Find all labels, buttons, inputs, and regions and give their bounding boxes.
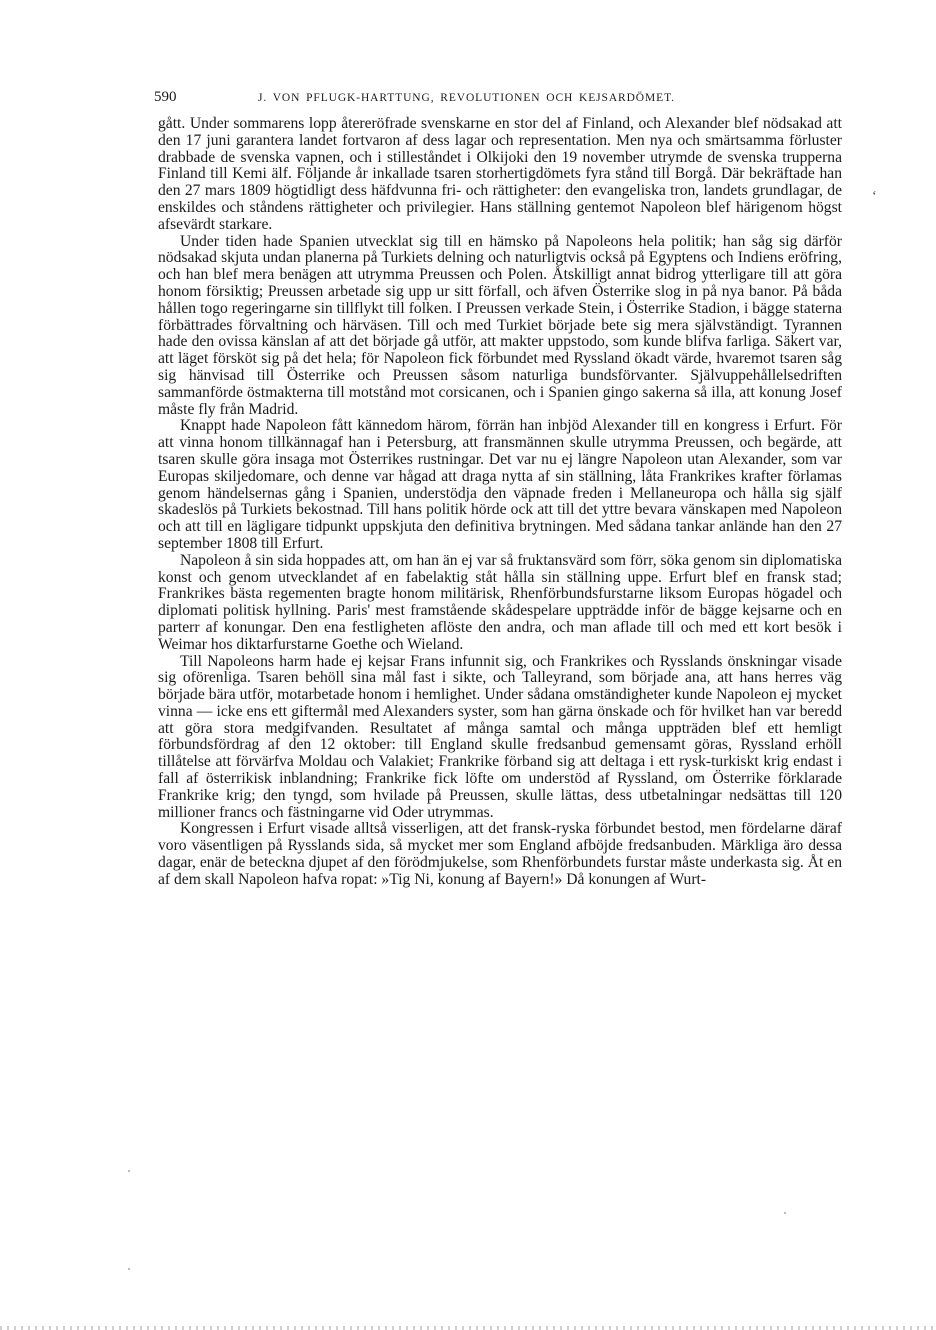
paragraph: Kongressen i Erfurt visade alltså visserligen, att det fransk-ryska förbundet bestod, men fördelarne däraf voro väsentligen på Rysslands sida, så mycket mer som England afböjde fredsanbuden. Märkliga äro dessa dagar, enär de beteckna djupet af den förödmjukelse, som Rhenförbundets furstar måste underkasta sig. Åt en af dem skall Napoleon hafva ropat: »Tig Ni, konung af Bayern!» Då konungen af Wurt-	[158, 820, 842, 888]
scan-edge-dots	[0, 1326, 936, 1330]
paragraph: Under tiden hade Spanien utvecklat sig till en hämsko på Napoleons hela politik; han såg sig därför nödsakad skjuta undan planerna på Turkiets delning och naturligtvis också på Egyptens och Indiens eröfring, och han blef mera benägen att utrymma Preussen och Polen. Åtskilligt annat bidrog ytterligare till att göra honom försiktig; Preussen arbetade sig upp ur sitt förfall, och äfven Österrike slog in på nya banor. På båda hållen togo regeringarne sin tillflykt till folken. I Preussen verkade Stein, i Österrike Stadion, i bägge staterna förbättrades förvaltning och härväsen. Till och med Turkiet började bete sig mera självständigt. Tyrannen hade den ovissa känslan af att det började gå utför, att makter uppstodo, som kunde blifva farliga. Säkert var, att läget försköt sig på det hela; för Napoleon fick förbundet med Ryssland ökadt värde, hvaremot tsaren såg sig hänvisad till Österrike och Preussen såsom naturliga bundsförvanter. Självuppehållelsedriften sammanförde östmakterna till motstånd mot corsicanen, och i Spanien gingo sakerna så illa, att konung Josef måste fly från Madrid.	[158, 232, 842, 418]
margin-mark: ‘	[872, 189, 877, 204]
page-number: 590	[154, 89, 177, 105]
paragraph: Till Napoleons harm hade ej kejsar Frans infunnit sig, och Frankrikes och Rysslands önskningar visade sig oförenliga. Tsaren behöll sina mål fast i sikte, och Talleyrand, som började ana, att hans herres väg började bära utför, motarbetade honom i hemlighet. Under sådana omständigheter kunde Napoleon ej mycket vinna — icke ens ett giftermål med Alexanders syster, som han gärna önskade och för hvilket han var beredd att göra stora medgifvanden. Resultatet af många samtal och många uppträden blef ett hemligt förbundsfördrag af den 12 oktober: till England skulle fredsanbud gemensamt göras, Ryssland erhöll tillåtelse att förvärfva Moldau och Valakiet; Frankrike förband sig att deltaga i ett rysk-turkiskt krig endast i fall af österrikisk inblandning; Frankrike fick löfte om understöd af Ryssland, om Österrike förklarade Frankrike krig; den tyngd, som hvilade på Preussen, skulle lättas, dess utbetalningar nedsättas till 120 millioner francs och fästningarne vid Oder utrymmas.	[158, 652, 842, 821]
scan-speck	[128, 1268, 130, 1270]
body-text	[158, 116, 842, 889]
book-page	[154, 86, 842, 889]
paragraph: Napoleon å sin sida hoppades att, om han än ej var så fruktansvärd som förr, söka genom sin diplomatiska konst och genom utvecklandet af en fabelaktig ståt hålla sin ställning uppe. Erfurt blef en fransk stad; Frankrikes bästa regementen bragte honom militärisk, Rhenförbundsfurstarne liksom Europas högadel och diplomati politisk hyllning. Paris' mest framstående skådespelare uppträdde inför de bägge kejsarne och en parterr af konungar. Den ena festligheten aflöste den andra, och man aflade till och med ett kort besök i Weimar hos diktarfurstarne Goethe och Wieland.	[158, 551, 842, 653]
paragraph: gått. Under sommarens lopp återeröfrade svenskarne en stor del af Finland, och Alexander blef nödsakad att den 17 juni garantera landet fortvaron af dess lagar och representation. Men nya och smärtsamma förluster drabbade de svenska vapnen, och i stilleståndet i Olkijoki den 19 november utrymde de svenska trupperna Finland till Kemi älf. Följande år inkallade tsaren storhertigdömets fyra stånd till Borgå. Där bekräftade han den 27 mars 1809 högtidligt dess häfdvunna fri- och rättigheter: den evangeliska tron, landets grundlagar, de enskildes och ståndens rättigheter och privilegier. Hans ställning gentemot Napoleon blef härigenom högst afsevärdt starkare.	[158, 115, 842, 233]
paragraph: Knappt hade Napoleon fått kännedom härom, förrän han inbjöd Alexander till en kongress i Erfurt. För att vinna honom tillkännagaf han i Petersburg, att fransmännen skulle utrymma Preussen, och begärde, att tsaren skulle göra insaga mot Österrikes rustningar. Det var nu ej längre Napoleon utan Alexander, som var Europas skiljedomare, och denne var hågad att draga nytta af sin ställning, låta Frankrikes krafter förlamas genom händelsernas gång i Spanien, understödja den väpnade freden i Mellaneuropa och hålla sig själf skadeslös på Turkiets bekostnad. Till hans politik hörde ock att till det yttre bevara vänskapen med Napoleon och att till en lägligare tidpunkt uppskjuta den definitiva brytningen. Med sådana tankar anlände han den 27 september 1808 till Erfurt.	[158, 417, 842, 552]
running-head: J. VON PFLUGK-HARTTUNG, REVOLUTIONEN OCH KEJSARDÖMET.	[258, 92, 675, 104]
page-header	[154, 86, 842, 108]
scan-speck	[128, 1170, 130, 1172]
scan-speck	[784, 1212, 786, 1214]
